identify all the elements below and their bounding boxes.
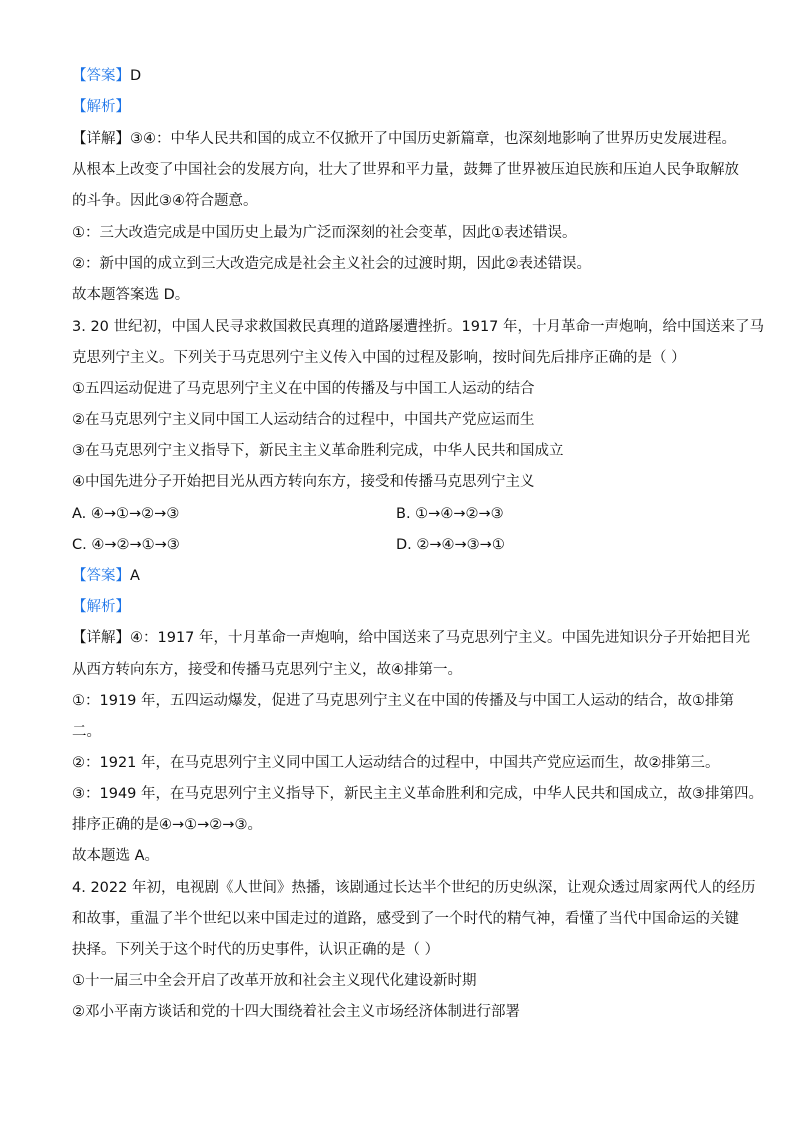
answer-tag: 【答案】 [72,68,130,84]
detail-line: ②：1921 年，在马克思列宁主义同中国工人运动结合的过程中，中国共产党应运而生，故②排第三。 [72,755,720,771]
question-item: ②在马克思列宁主义同中国工人运动结合的过程中，中国共产党应运而生 [72,412,535,428]
question-stem: 3. 20 世纪初，中国人民寻求救国救民真理的道路屡遭挫折。1917 年，十月革命一声炮响，给中国送来了马 [72,319,765,335]
answer-value: A [130,568,140,584]
answer-value: D [130,68,142,84]
option-b: B. ①→④→②→③ [396,506,504,522]
conclusion-line: 故本题答案选 D。 [72,287,190,303]
detail-line: 【详解】③④：中华人民共和国的成立不仅掀开了中国历史新篇章，也深刻地影响了世界历史发展进程。 [72,131,736,147]
answer-line [72,66,141,86]
answer-line [72,566,140,586]
answer-tag: 【答案】 [72,568,130,584]
detail-line: 从西方转向东方，接受和传播马克思列宁主义，故④排第一。 [72,662,462,678]
detail-line: ①：三大改造完成是中国历史上最为广泛而深刻的社会变革，因此①表述错误。 [72,225,577,241]
option-d: D. ②→④→③→① [396,537,505,553]
question-item: ②邓小平南方谈话和党的十四大围绕着社会主义市场经济体制进行部署 [72,1004,520,1020]
detail-line: ①：1919 年，五四运动爆发，促进了马克思列宁主义在中国的传播及与中国工人运动的结合，故①排第 [72,693,735,709]
detail-tag: 【详解】 [72,131,130,147]
conclusion-line: 故本题选 A。 [72,848,160,864]
question-stem: 4. 2022 年初，电视剧《人世间》热播，该剧通过长达半个世纪的历史纵深，让观众透过周家两代人的经历 [72,880,756,896]
question-item: ①五四运动促进了马克思列宁主义在中国的传播及与中国工人运动的结合 [72,381,535,397]
order-line: 排序正确的是④→①→②→③。 [72,817,262,833]
detail-line: 的斗争。因此③④符合题意。 [72,193,258,209]
detail-line: ③：1949 年，在马克思列宁主义指导下，新民主主义革命胜利和完成，中华人民共和国成立，故③排第四。 [72,786,764,802]
question-item: ①十一届三中全会开启了改革开放和社会主义现代化建设新时期 [72,973,477,989]
question-stem: 克思列宁主义。下列关于马克思列宁主义传入中国的过程及影响，按时间先后排序正确的是（ ） [72,350,686,366]
detail-line: 从根本上改变了中国社会的发展方向，壮大了世界和平力量，鼓舞了世界被压迫民族和压迫人民争取解放 [72,162,739,178]
detail-tag: 【详解】 [72,630,130,646]
detail-line: 二。 [72,724,101,740]
option-a: A. ④→①→②→③ [72,506,180,522]
detail-line: ②：新中国的成立到三大改造完成是社会主义社会的过渡时期，因此②表述错误。 [72,256,591,272]
question-item: ③在马克思列宁主义指导下，新民主主义革命胜利完成，中华人民共和国成立 [72,443,564,459]
question-stem: 和故事，重温了半个世纪以来中国走过的道路，感受到了一个时代的精气神，看懂了当代中国命运的关键 [72,911,739,927]
question-item: ④中国先进分子开始把目光从西方转向东方，接受和传播马克思列宁主义 [72,474,535,490]
option-c: C. ④→②→①→③ [72,537,180,553]
detail-line: 【详解】④：1917 年，十月革命一声炮响，给中国送来了马克思列宁主义。中国先进知识分子开始把目光 [72,630,751,646]
analysis-tag: 【解析】 [72,99,130,115]
analysis-tag: 【解析】 [72,599,130,615]
question-stem: 抉择。下列关于这个时代的历史事件，认识正确的是（ ） [72,942,440,958]
